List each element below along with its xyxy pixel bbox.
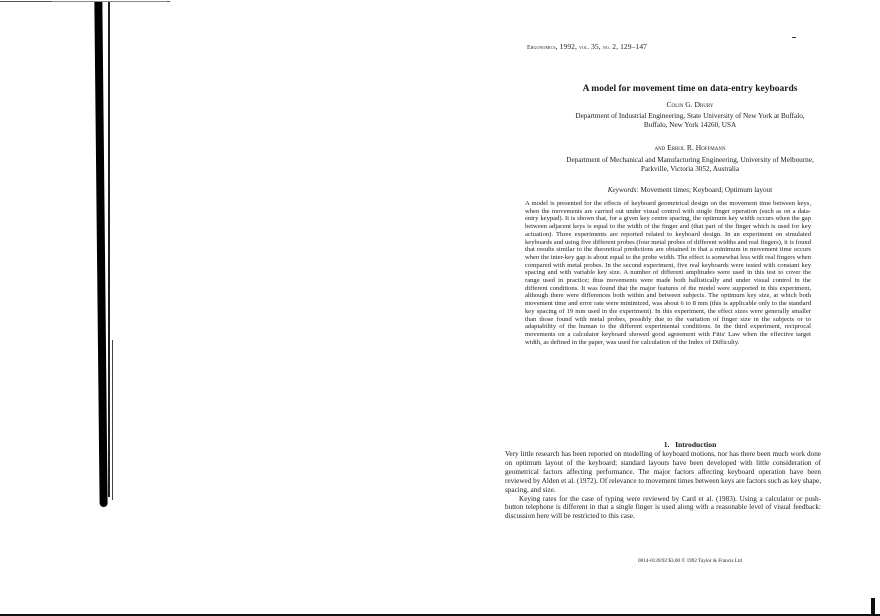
abstract: A model is presented for the effects of keyboard geometrical design on the movement time between keys, when the movements are carried out under visual control with single finger operation (such as on a data-entry keypad). It is shown that, for a given key centre spacing, the optimum key width occurs when the gap between adjacent keys is equal to the width of the finger and (that part of the finger which is used for key actuation). Three experiments are reported related to keyboard design. In an experiment on simulated keyboards and using five different probes (four metal probes of different widths and real fingers), it is found that results similar to the theoretical predictions are obtained in that a minimum in movement time occurs when the inter-key gap is about equal to the probe width. The effect is somewhat less with real fingers when compared with metal probes. In the second experiment, five real keyboards were tested with constant key spacing and with variable key size. A number of different amplitudes were used in this test to cover the range used in practice; thus movements were made both ballistically and under visual control in the different conditions. It was found that the major features of the model were supported in this experiment, although there were differences both within and between subjects. The optimum key size, at which both movement time and error rate were minimized, was about 6 to 8 mm (this is applicable only to the standard key spacing of 19 mm used in the experiment). In this experiment, the effect sizes were generally smaller than those found with metal probes, possibly due to the variation of finger size in the subjects or to adaptability of the human to the different experimental conditions. In the third experiment, reciprocal movements on a calculator keyboard showed good agreement with Fitts' Law when the effective target width, as defined in the paper, was used for calculation of the Index of Difficulty. [525, 200, 811, 346]
paper-page [500, 0, 880, 616]
section-number: 1. [663, 440, 670, 449]
journal-name: Ergonomics [527, 45, 556, 51]
book-gutter-line [108, 2, 110, 497]
paragraph: Keying rates for the case of typing were reviewed by Card et al. (1983). Using a calculator or push-button telephone is different in that a single finger is used along with a reasonable level of visual feedback: discussion here will be restricted to this case. [505, 494, 821, 521]
keywords [500, 186, 880, 194]
scan-corner-mark [871, 598, 875, 614]
author-name: and Errol R. Hoffmann [654, 143, 726, 152]
paragraph: Very little research has been reported on modelling of keyboard motions, nor has there been much work done on optimum layout of the keyboard; standard layouts have been developed with little consideration of geometrical factors affecting performance. The major factors affecting keyboard operation have been reviewed by Alden et al. (1972). Of relevance to movement times between keys are factors such as key shape, spacing, and size. [505, 450, 821, 494]
book-gutter-shadow [94, 2, 107, 507]
section-title: Introduction [675, 440, 717, 449]
keywords-text: Movement times; Keyboard; Optimum layout [638, 186, 773, 194]
author-name: Colin G. Drury [666, 100, 714, 109]
author-affiliation: Department of Mechanical and Manufacturing Engineering, University of Melbourne, Parkville, Victoria 3052, Australia [566, 156, 814, 173]
keywords-label: Keywords: [607, 186, 639, 194]
introduction-body [505, 450, 821, 521]
section-heading [500, 440, 880, 449]
book-gutter-line-secondary [112, 340, 113, 500]
paper-title: A model for movement time on data-entry keyboards [582, 84, 798, 94]
journal-citation: Ergonomics, 1992, vol. 35, no. 2, 129–147 [527, 42, 648, 51]
author-affiliation: Department of Industrial Engineering, State University of New York at Buffalo, Buffalo, New York 14260, USA [575, 112, 805, 129]
copyright-footer: 0014-0139/92 $3.00 © 1992 Taylor & Francis Ltd [637, 558, 743, 564]
